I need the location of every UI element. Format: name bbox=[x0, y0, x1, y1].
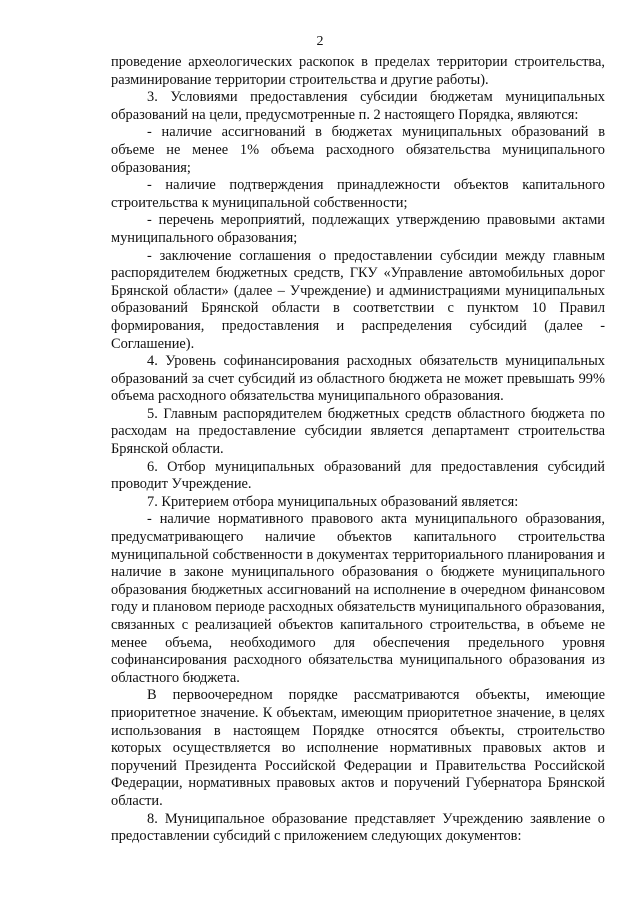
paragraph-clause-6: 6. Отбор муниципальных образований для предоставления субсидий проводит Учреждение. bbox=[111, 458, 605, 493]
paragraph-clause-8: 8. Муниципальное образование представляет Учреждению заявление о предоставлении субсидий с приложением следующих документов: bbox=[111, 810, 605, 845]
paragraph-clause-5: 5. Главным распорядителем бюджетных средств областного бюджета по расходам на предоставление субсидии является департамент строительства Брянской области. bbox=[111, 405, 605, 458]
paragraph-criterion: - наличие нормативного правового акта муниципального образования, предусматривающего наличие объектов капитального строительства муниципальной собственности в документах территориального планирования и наличие в законе муниципального образования о бюджете муниципального образования бюджетных ассигнований на исполнение в очередном финансовом году и плановом периоде расходных обязательств муниципального образования, связанных с реализацией объектов капитального строительства, в объеме не менее объема, необходимого для обеспечения предельного уровня софинансирования расходного обязательства муниципального образования из областного бюджета. bbox=[111, 511, 605, 686]
paragraph-condition-agreement: - заключение соглашения о предоставлении субсидии между главным распорядителем бюджетных средств, ГКУ «Управление автомобильных дорог Брянской области» (далее – Учреждение) и администрациями муниципальных образований Брянской области в соответствии с пунктом 10 Правил формирования, предоставления и распределения субсидий (далее - Соглашение). bbox=[111, 247, 605, 352]
paragraph-priority-objects: В первоочередном порядке рассматриваются объекты, имеющие приоритетное значение. К объектам, имеющим приоритетное значение, в целях использования в настоящем Порядке относятся объекты, строительство которых осуществляется во исполнение нормативных правовых актов и поручений Президента Российской Федерации и Правительства Российской Федерации, нормативных правовых актов и поручений Губернатора Брянской области. bbox=[111, 687, 605, 809]
paragraph-clause-7: 7. Критерием отбора муниципальных образований является: bbox=[147, 493, 519, 510]
document-body bbox=[111, 54, 605, 846]
paragraph-condition-ownership: - наличие подтверждения принадлежности объектов капитального строительства к муниципальной собственности; bbox=[111, 177, 605, 211]
paragraph-continuation: проведение археологических раскопок в пределах территории строительства, разминирование территории строительства и другие работы). bbox=[111, 54, 605, 88]
page-number: 2 bbox=[316, 34, 324, 49]
paragraph-condition-measures: - перечень мероприятий, подлежащих утверждению правовыми актами муниципального образования; bbox=[111, 212, 605, 246]
paragraph-clause-4: 4. Уровень софинансирования расходных обязательств муниципальных образований за счет субсидий из областного бюджета не может превышать 99% объема расходного обязательства муниципального образования. bbox=[111, 353, 605, 405]
paragraph-condition-assignments: - наличие ассигнований в бюджетах муниципальных образований в объеме не менее 1% объема расходного обязательства муниципального образования; bbox=[111, 124, 605, 176]
paragraph-clause-3: 3. Условиями предоставления субсидии бюджетам муниципальных образований на цели, предусмотренные п. 2 настоящего Порядка, являются: bbox=[111, 89, 605, 123]
